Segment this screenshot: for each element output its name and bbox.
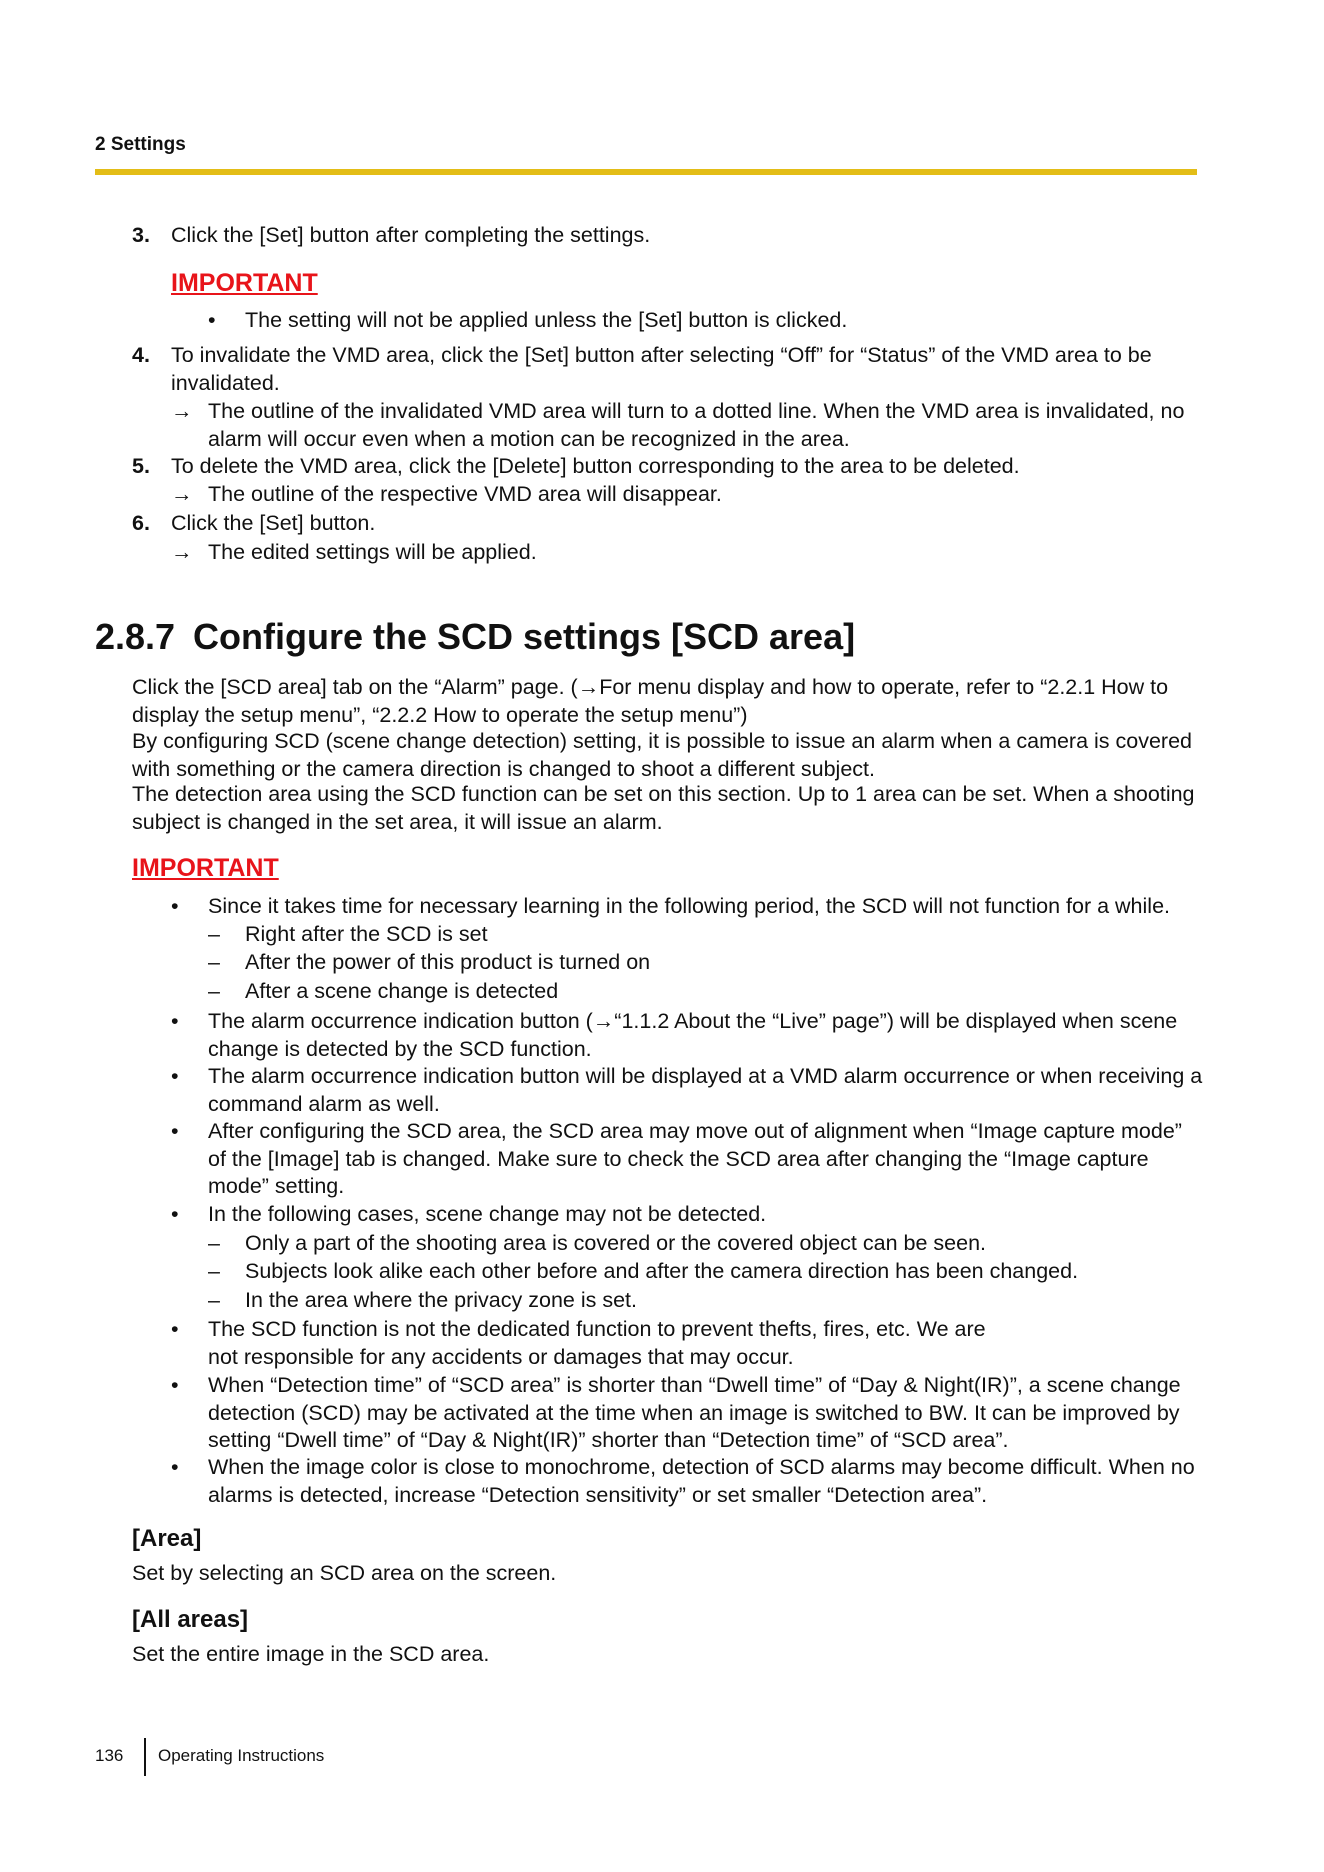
footer-divider	[144, 1738, 146, 1776]
bullet-glyph: •	[171, 1373, 179, 1397]
section-title: Configure the SCD settings [SCD area]	[193, 616, 856, 657]
step-text: Click the [Set] button after completing the settings.	[171, 223, 651, 247]
area-heading: [Area]	[132, 1525, 202, 1552]
bullet-glyph: •	[208, 308, 216, 332]
arrow-icon: →	[171, 399, 193, 423]
bullet-text: The setting will not be applied unless the [Set] button is clicked.	[245, 308, 848, 332]
sub-item-text: Right after the SCD is set	[245, 922, 488, 946]
sub-item-text: Subjects look alike each other before and after the camera direction has been changed.	[245, 1259, 1079, 1283]
bullet-glyph: •	[171, 1119, 179, 1143]
arrow-icon: →	[171, 540, 193, 564]
header-rule	[95, 169, 1197, 175]
sub-item-text: After the power of this product is turned on	[245, 950, 651, 974]
dash-glyph: –	[208, 1288, 220, 1312]
important-label: IMPORTANT	[132, 854, 279, 882]
sub-item-text: Only a part of the shooting area is covered or the covered object can be seen.	[245, 1231, 987, 1255]
dash-glyph: –	[208, 979, 220, 1003]
bullet-glyph: •	[171, 1317, 179, 1341]
bullet-glyph: •	[171, 1009, 179, 1033]
bullet-glyph: •	[171, 1064, 179, 1088]
all-areas-description: Set the entire image in the SCD area.	[132, 1642, 490, 1666]
result-text: The outline of the respective VMD area will disappear.	[208, 482, 722, 506]
step-number: 6.	[132, 511, 150, 535]
intro-paragraph: The detection area using the SCD function can be set on this section. Up to 1 area can be set. When a shooting subject is changed in the set area, it will issue an alarm.	[132, 782, 1195, 834]
area-description: Set by selecting an SCD area on the screen.	[132, 1561, 557, 1585]
result-text: The edited settings will be applied.	[208, 540, 537, 564]
sub-item-text: In the area where the privacy zone is set.	[245, 1288, 637, 1312]
bullet-text: Since it takes time for necessary learning in the following period, the SCD will not function for a while.	[208, 894, 1170, 918]
step-text: To delete the VMD area, click the [Delete] button corresponding to the area to be deleted.	[171, 454, 1020, 478]
section-number: 2.8.7	[95, 616, 176, 657]
all-areas-heading: [All areas]	[132, 1606, 249, 1633]
footer-label: Operating Instructions	[158, 1746, 325, 1765]
bullet-text: When “Detection time” of “SCD area” is shorter than “Dwell time” of “Day & Night(IR)”, a scene change detection (SCD) may be activated at the time when an image is switched to BW. It can be improved by setting “Dwell time” of “Day & Night(IR)” shorter than “Detection time” of “SCD area”.	[208, 1373, 1181, 1452]
bullet-text: The alarm occurrence indication button will be displayed at a VMD alarm occurrence or when receiving a command alarm as well.	[208, 1064, 1203, 1116]
bullet-glyph: •	[171, 1455, 179, 1479]
bullet-text: The alarm occurrence indication button (→“1.1.2 About the “Live” page”) will be displayed when scene change is detected by the SCD function.	[208, 1009, 1178, 1061]
bullet-text: In the following cases, scene change may not be detected.	[208, 1202, 767, 1226]
important-label: IMPORTANT	[171, 269, 318, 297]
bullet-glyph: •	[171, 1202, 179, 1226]
step-number: 4.	[132, 343, 150, 367]
page-number: 136	[95, 1746, 124, 1765]
result-text: The outline of the invalidated VMD area will turn to a dotted line. When the VMD area is invalidated, no alarm will occur even when a motion can be recognized in the area.	[208, 399, 1185, 451]
intro-paragraph: By configuring SCD (scene change detection) setting, it is possible to issue an alarm when a camera is covered with something or the camera direction is changed to shoot a different subject.	[132, 729, 1193, 781]
intro-paragraph: Click the [SCD area] tab on the “Alarm” page. (→For menu display and how to operate, refer to “2.2.1 How to display the setup menu”, “2.2.2 How to operate the setup menu”)	[132, 675, 1169, 727]
arrow-icon: →	[171, 482, 193, 506]
chapter-header: 2 Settings	[95, 134, 186, 155]
step-number: 5.	[132, 454, 150, 478]
bullet-glyph: •	[171, 894, 179, 918]
step-text: Click the [Set] button.	[171, 511, 376, 535]
step-text: To invalidate the VMD area, click the [Set] button after selecting “Off” for “Status” of the VMD area to be invalidated.	[171, 343, 1152, 395]
bullet-text: The SCD function is not the dedicated function to prevent thefts, fires, etc. We are not responsible for any accidents or damages that may occur.	[208, 1317, 986, 1369]
section-heading	[95, 615, 855, 659]
dash-glyph: –	[208, 950, 220, 974]
dash-glyph: –	[208, 1231, 220, 1255]
step-number: 3.	[132, 223, 150, 247]
bullet-text: When the image color is close to monochrome, detection of SCD alarms may become difficult. When no alarms is detected, increase “Detection sensitivity” or set smaller “Detection area”.	[208, 1455, 1195, 1507]
bullet-text: After configuring the SCD area, the SCD area may move out of alignment when “Image capture mode” of the [Image] tab is changed. Make sure to check the SCD area after changing the “Image capture mode” setting.	[208, 1119, 1182, 1198]
dash-glyph: –	[208, 922, 220, 946]
sub-item-text: After a scene change is detected	[245, 979, 559, 1003]
dash-glyph: –	[208, 1259, 220, 1283]
